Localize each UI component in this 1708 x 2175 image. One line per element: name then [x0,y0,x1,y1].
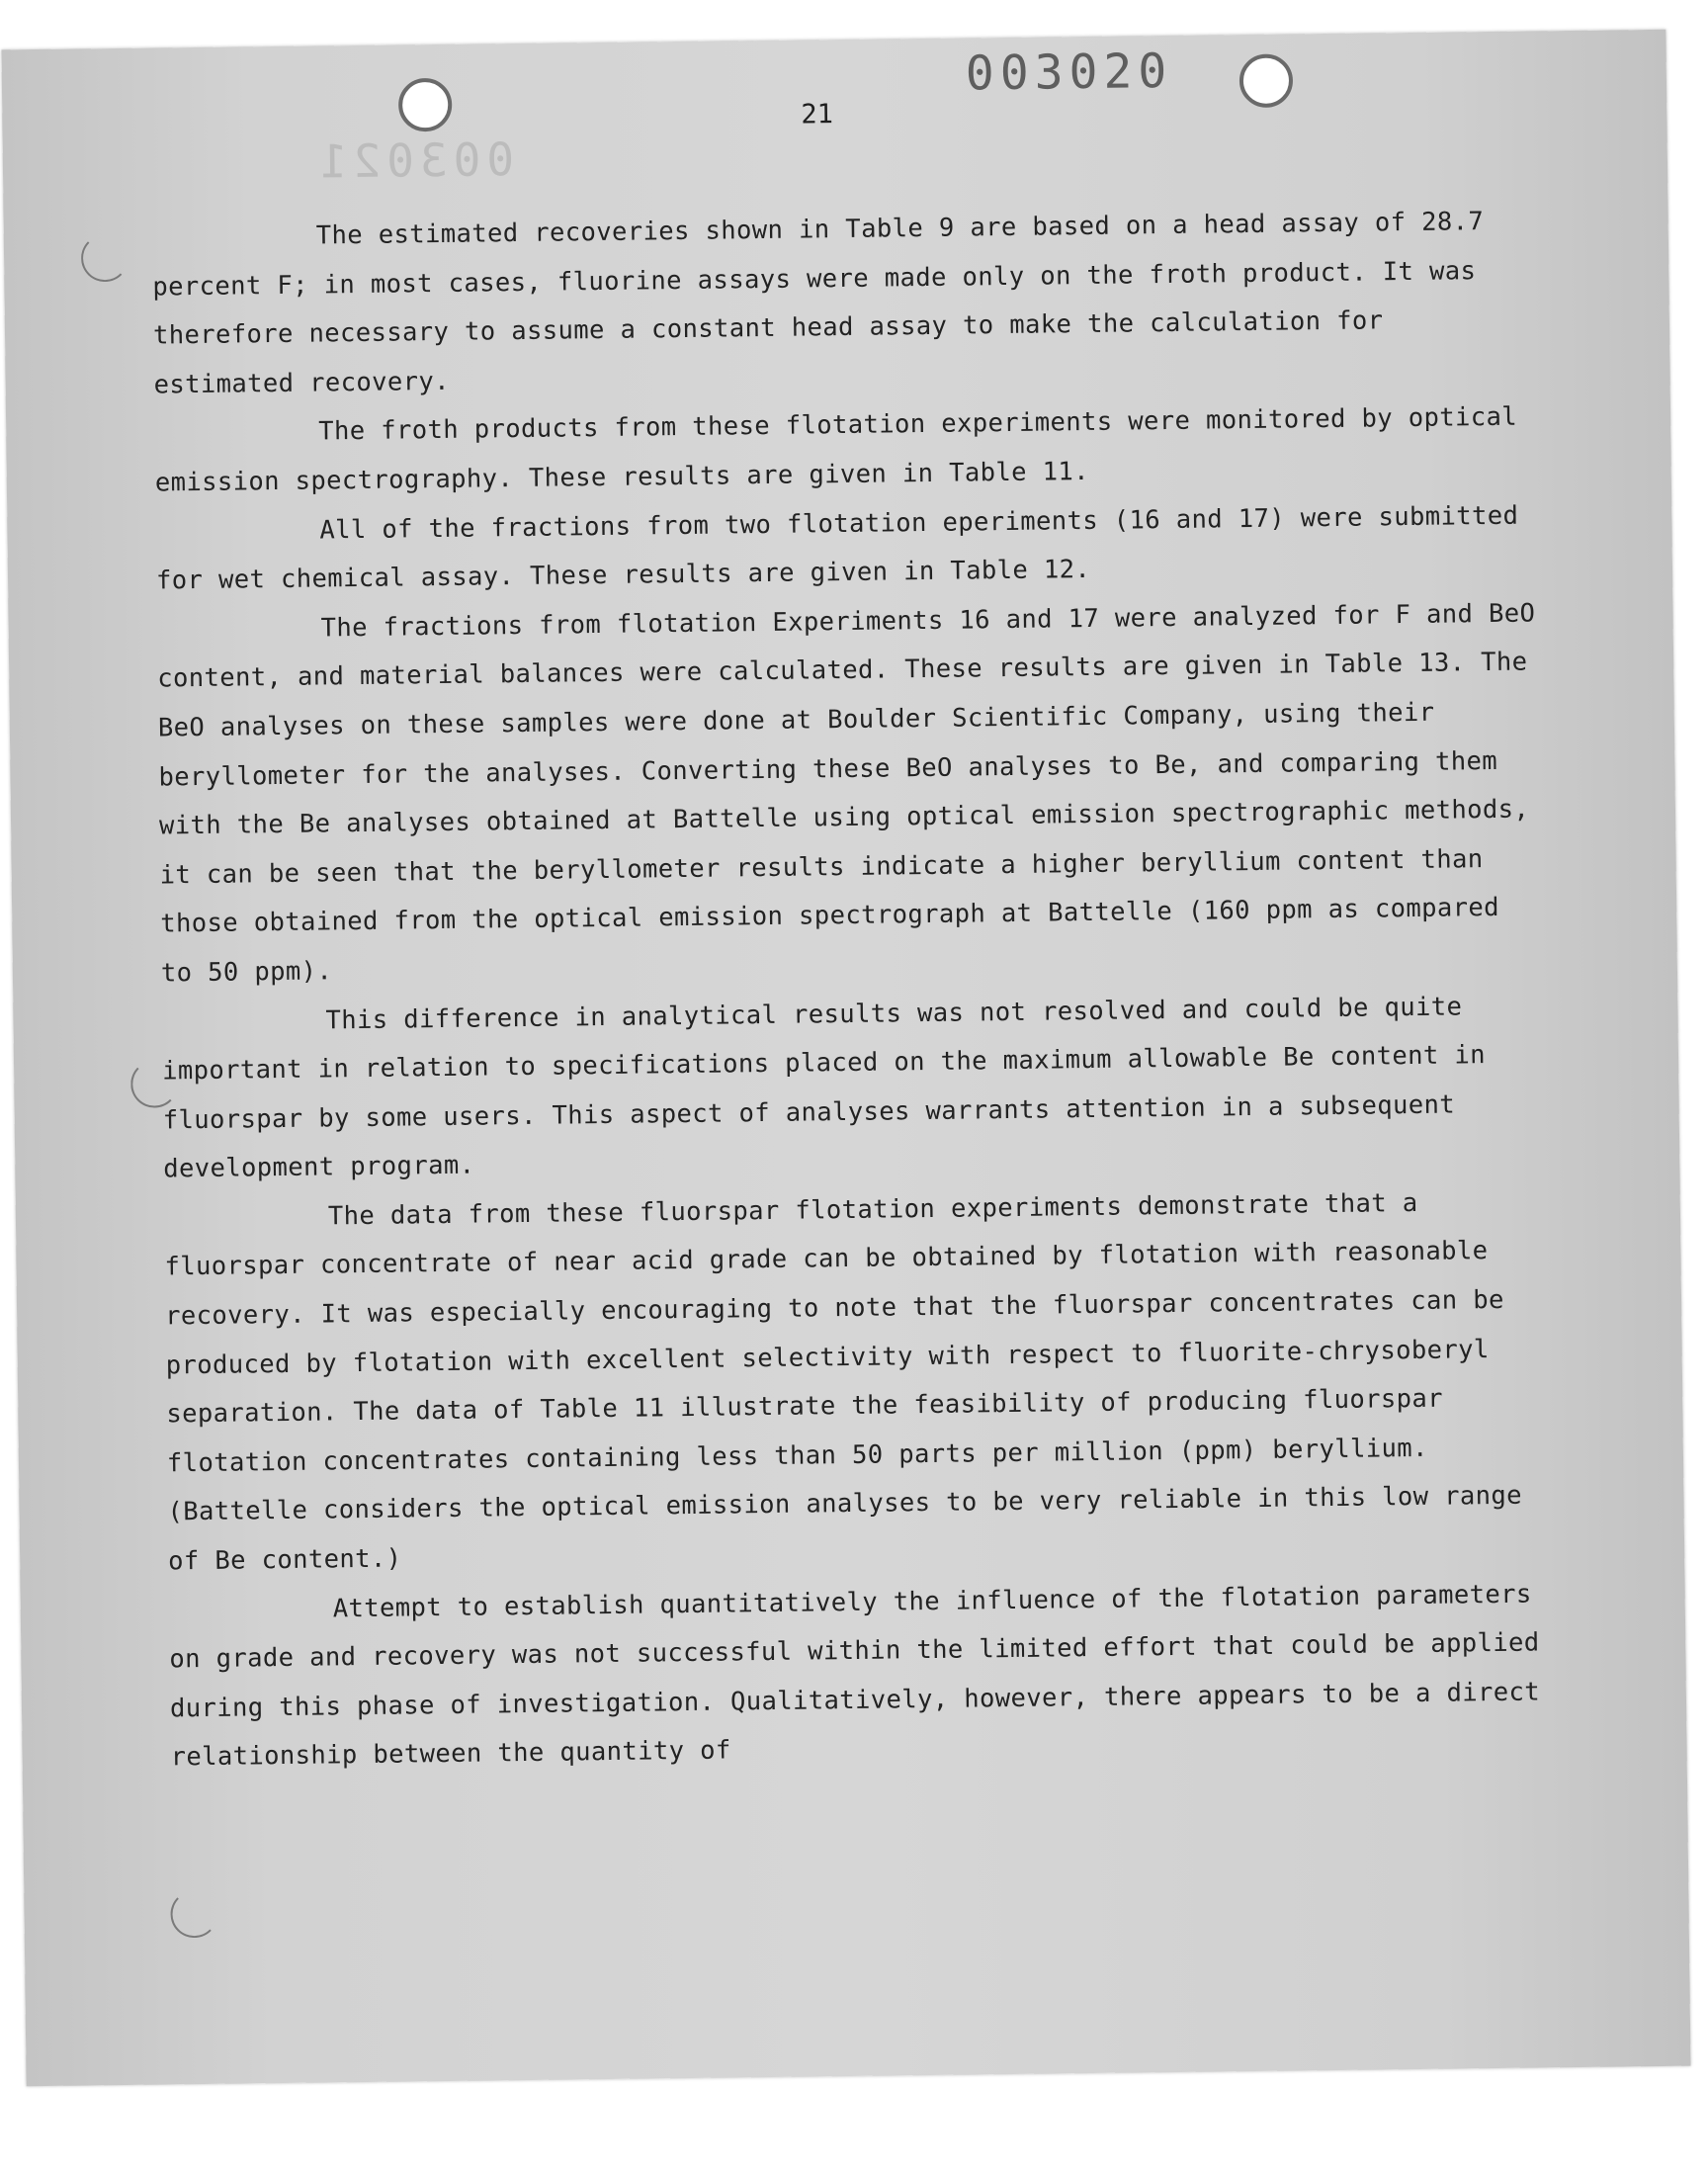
margin-mark [81,234,129,283]
paragraph: The fractions from flotation Experiments 16 and 17 were analyzed for F and BeO content, and material balances were calculated. These results are given in Table 13. The BeO analyses on these samples were done at Boulder Scientific Company, using their beryllometer for the analyses. Converting these BeO analyses to Be, and comparing them with the Be analyses obtained at Battelle using optical emission spectrographic methods, it can be seen that the beryllometer results indicate a higher beryllium content than those obtained from the optical emission spectrograph at Battelle (160 ppm as compared to 50 ppm). [157,598,1536,989]
punch-hole-right [1239,53,1294,108]
paragraph: The froth products from these flotation experiments were monitored by optical emission spectrography. These results are given in Table 11. [154,402,1518,498]
paragraph: The estimated recoveries shown in Table 9 are based on a head assay of 28.7 percent F; in most cases, fluorine assays were made only on the froth product. It was therefore necessary to assume a constant head assay to make the calculation for estimated recovery. [152,207,1485,400]
paragraph: The data from these fluorspar flotation experiments demonstrate that a fluorspar concentrate of near acid grade can be obtained by flotation with reasonable recovery. It was especially encouraging to note that the fluorspar concentrates can be produced by flotation with excellent selectivity with respect to fluorite-chrysoberyl separation. The data of Table 11 illustrate the feasibility of producing fluorspar flotation concentrates containing less than 50 parts per million (ppm) beryllium. (Battelle considers the optical emission analyses to be very reliable in this low range of Be content.) [164,1187,1523,1577]
body-text [152,197,1555,1783]
paragraph: Attempt to establish quantitatively the influence of the flotation parameters on grade and recovery was not successful within the limited effort that could be applied during this phase of investigation. Qualitatively, however, there appears to be a direct relationship between the quantity of [169,1579,1541,1773]
margin-mark [170,1890,218,1939]
paragraph: All of the fractions from two flotation eperiments (16 and 17) were submitted for wet chemical assay. These results are given in Table 12. [155,500,1519,596]
page-number: 21 [801,99,834,130]
scanned-page [1,30,1690,2086]
bleed-through-number: 003021 [313,132,515,189]
punch-hole-left [398,78,453,132]
paragraph: This difference in analytical results was not resolved and could be quite important in relation to specifications placed on the maximum allowable Be content in fluorspar by some users. This aspect of analyses warrants attention in a subsequent development program. [161,991,1487,1184]
document-number: 003020 [965,43,1173,102]
